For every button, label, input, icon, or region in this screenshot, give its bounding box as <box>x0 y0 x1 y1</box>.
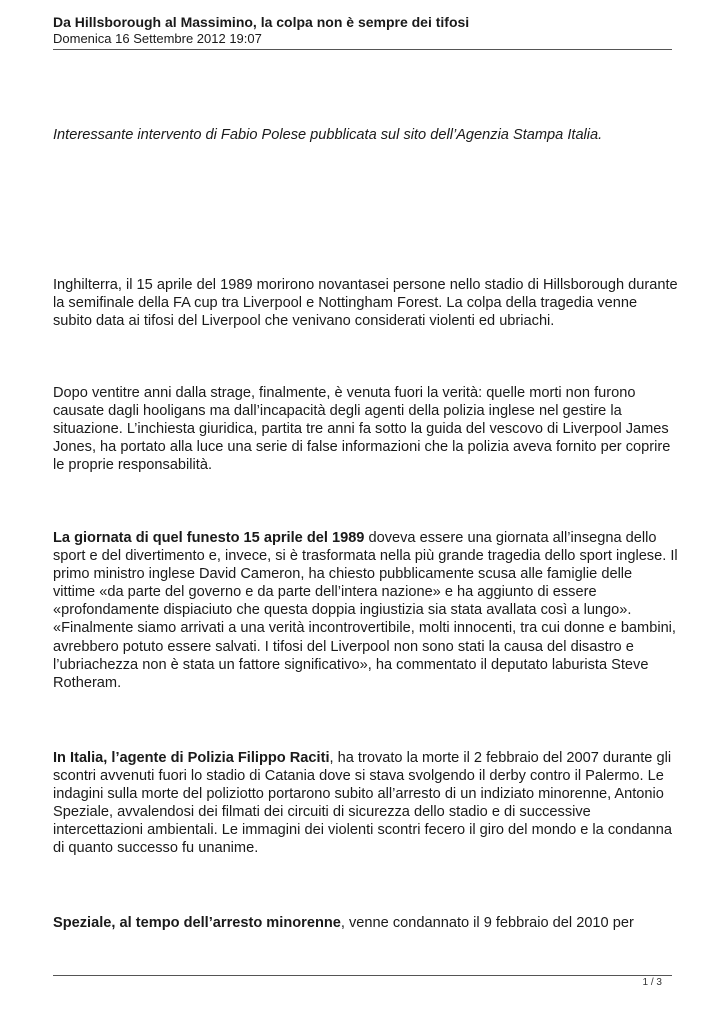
paragraph-3-body: doveva essere una giornata all’insegna dello sport e del divertimento e, invece, si è trasformata nella più grande tragedia dello sport inglese. Il primo ministro inglese David Cameron, ha chiesto pubblicamente scusa alle famiglie delle vittime «da parte del governo e da parte dell’intera nazione» e ha aggiunto di essere «profondamente dispiaciuto che questa doppia ingiustizia sia stata avallata così a lungo». «Finalmente siamo arrivati a una verità incontrovertibile, molti innocenti, tra cui donne e bambini, avrebbero potuto essere salvati. I tifosi del Liverpool non sono stati la causa del disastro e l’ubriachezza non è stata un fattore significativo», ha commentato il deputato laburista Steve Rotheram. <box>53 530 678 691</box>
article-title: Da Hillsborough al Massimino, la colpa non è sempre dei tifosi <box>53 14 470 30</box>
paragraph-4-body: , ha trovato la morte il 2 febbraio del 2007 durante gli scontri avvenuti fuori lo stadio di Catania dove si stava svolgendo il derby contro il Palermo. Le indagini sulla morte del poliziotto portarono subito all’arresto di un indiziato minorenne, Antonio Speziale, avvalendosi dei filmati dei circuiti di sicurezza dello stadio e di successive intercettazioni ambientali. Le immagini dei violenti scontri fecero il giro del mondo e la condanna di quanto successo fu unanime. <box>53 750 672 857</box>
paragraph-4 <box>53 749 678 858</box>
paragraph-3 <box>53 529 678 692</box>
paragraph-5 <box>53 914 678 932</box>
intro-paragraph: Interessante intervento di Fabio Polese pubblicata sul sito dell’Agenzia Stampa Italia. <box>53 127 603 143</box>
footer-divider <box>53 975 672 976</box>
paragraph-3-lead: La giornata di quel funesto 15 aprile del 1989 <box>53 530 365 546</box>
paragraph-5-body: , venne condannato il 9 febbraio del 2010 per <box>340 915 634 931</box>
paragraph-5-lead: Speziale, al tempo dell’arresto minorenne <box>53 915 341 931</box>
paragraph-4-lead: In Italia, l’agente di Polizia Filippo Raciti <box>53 750 330 766</box>
article-date: Domenica 16 Settembre 2012 19:07 <box>53 31 262 46</box>
page-header <box>53 14 671 47</box>
page-number: 1 / 3 <box>642 977 662 988</box>
paragraph-2: Dopo ventitre anni dalla strage, finalmente, è venuta fuori la verità: quelle morti non furono causate dagli hooligans ma dall’incapacità degli agenti della polizia inglese nel gestire la situazione. L’inchiesta giuridica, partita tre anni fa sotto la guida del vescovo di Liverpool James Jones, ha portato alla luce una serie di false informazioni che la polizia aveva fornito per coprire le proprie responsabilità. <box>53 385 671 474</box>
header-divider <box>53 49 672 50</box>
paragraph-1: Inghilterra, il 15 aprile del 1989 morirono novantasei persone nello stadio di Hillsborough durante la semifinale della FA cup tra Liverpool e Nottingham Forest. La colpa della tragedia venne subito data ai tifosi del Liverpool che venivano considerati violenti ed ubriachi. <box>53 277 678 330</box>
